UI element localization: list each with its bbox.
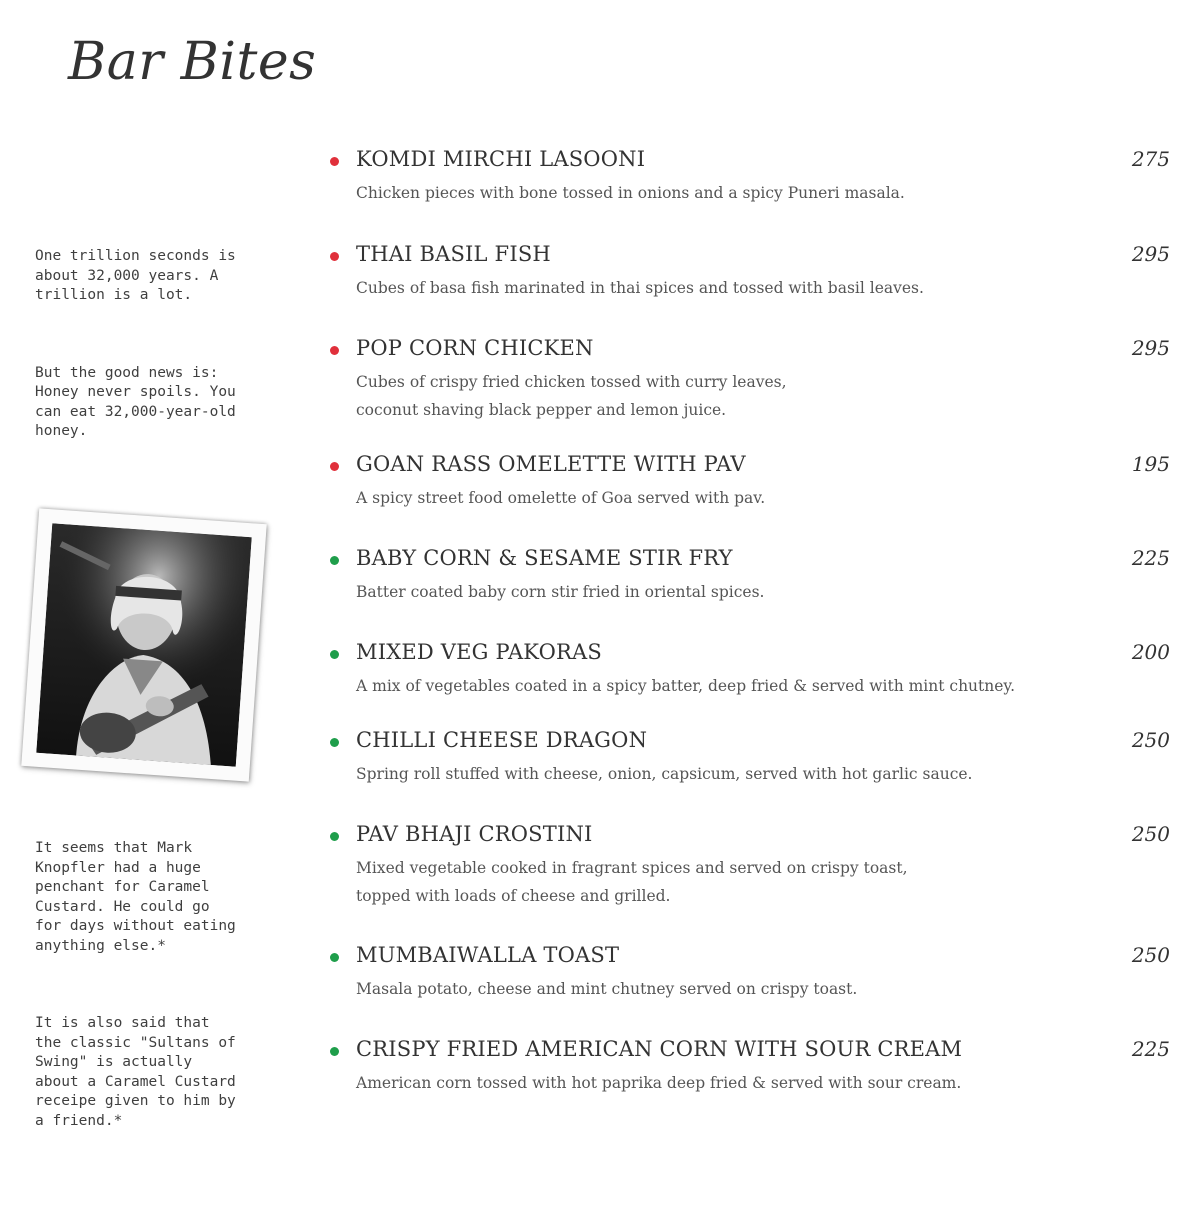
- page-title: Bar Bites: [68, 32, 317, 92]
- item-price: 200: [1131, 640, 1170, 664]
- item-description: Cubes of basa fish marinated in thai spices and tossed with basil leaves.: [356, 279, 924, 297]
- trivia-paragraph: But the good news is: Honey never spoils. You can eat 32,000-year-old honey.: [35, 364, 236, 439]
- trivia-note-honey: [35, 208, 236, 480]
- veg-dot-icon: [330, 650, 339, 659]
- item-description: A mix of vegetables coated in a spicy batter, deep fried & served with mint chutney.: [356, 677, 1016, 695]
- item-name: PAV BHAJI CROSTINI: [356, 822, 593, 846]
- item-description: Masala potato, cheese and mint chutney served on crispy toast.: [356, 980, 858, 998]
- veg-dot-icon: [330, 953, 339, 962]
- veg-dot-icon: [330, 556, 339, 565]
- guitarist-photo: [21, 508, 266, 781]
- item-price: 250: [1131, 728, 1170, 752]
- item-price: 250: [1131, 822, 1170, 846]
- item-price: 295: [1131, 336, 1170, 360]
- item-description: Batter coated baby corn stir fried in oriental spices.: [356, 583, 765, 601]
- item-name: THAI BASIL FISH: [356, 242, 551, 266]
- guitarist-image: [36, 523, 252, 766]
- veg-dot-icon: [330, 832, 339, 841]
- item-price: 275: [1131, 147, 1170, 171]
- trivia-paragraph: It is also said that the classic "Sultans of Swing" is actually about a Caramel Custard receipe given to him by a friend.*: [35, 1015, 236, 1129]
- nonveg-dot-icon: [330, 157, 339, 166]
- nonveg-dot-icon: [330, 462, 339, 471]
- item-description: A spicy street food omelette of Goa served with pav.: [356, 489, 766, 507]
- trivia-paragraph: One trillion seconds is about 32,000 years. A trillion is a lot.: [35, 248, 236, 303]
- item-price: 295: [1131, 242, 1170, 266]
- item-price: 250: [1131, 943, 1170, 967]
- veg-dot-icon: [330, 1047, 339, 1056]
- item-name: CHILLI CHEESE DRAGON: [356, 728, 648, 752]
- item-price: 195: [1131, 452, 1170, 476]
- item-price: 225: [1131, 546, 1170, 570]
- item-description: American corn tossed with hot paprika deep fried & served with sour cream.: [356, 1074, 962, 1092]
- item-name: POP CORN CHICKEN: [356, 336, 594, 360]
- item-description: Mixed vegetable cooked in fragrant spices and served on crispy toast, topped with loads of cheese and grilled.: [356, 859, 908, 905]
- item-price: 225: [1131, 1037, 1170, 1061]
- trivia-paragraph: It seems that Mark Knopfler had a huge penchant for Caramel Custard. He could go for days without eating anything else.*: [35, 840, 236, 954]
- item-name: MIXED VEG PAKORAS: [356, 640, 603, 664]
- item-name: MUMBAIWALLA TOAST: [356, 943, 620, 967]
- trivia-note-knopfler: [35, 800, 236, 1170]
- item-description: Spring roll stuffed with cheese, onion, capsicum, served with hot garlic sauce.: [356, 765, 973, 783]
- item-name: GOAN RASS OMELETTE WITH PAV: [356, 452, 746, 476]
- item-name: BABY CORN & SESAME STIR FRY: [356, 546, 733, 570]
- nonveg-dot-icon: [330, 252, 339, 261]
- item-description: Chicken pieces with bone tossed in onions and a spicy Puneri masala.: [356, 184, 905, 202]
- nonveg-dot-icon: [330, 346, 339, 355]
- veg-dot-icon: [330, 738, 339, 747]
- item-description: Cubes of crispy fried chicken tossed with curry leaves, coconut shaving black pepper and lemon juice.: [356, 373, 787, 419]
- item-name: KOMDI MIRCHI LASOONI: [356, 147, 646, 171]
- item-name: CRISPY FRIED AMERICAN CORN WITH SOUR CREAM: [356, 1037, 963, 1061]
